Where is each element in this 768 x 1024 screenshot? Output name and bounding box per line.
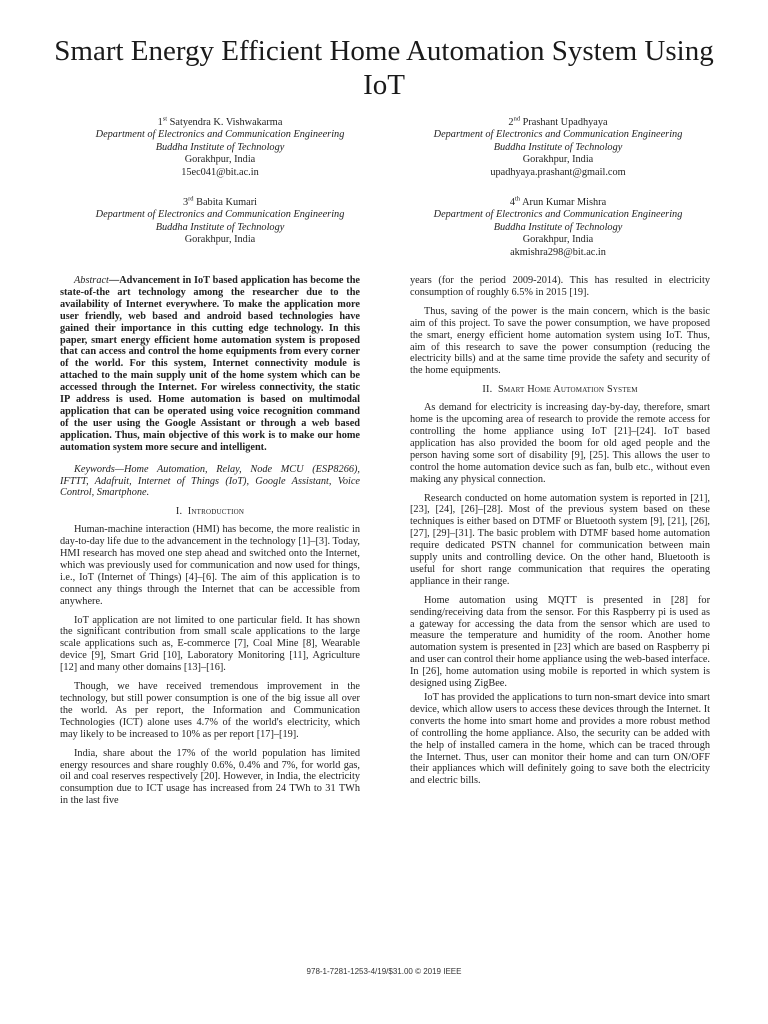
author-city: Gorakhpur, India (522, 154, 594, 166)
paragraph: IoT has provided the applications to turn non-smart device into smart device, which allow users to access these devices through the Internet. It converts the home into smart home and provides a more robust method of controlling the home appliance. Also, the security can be added with the help of installed camera in the home, which can be traced through the Internet. Thus, user can monitor their home and can turn ON/OFF their appliances which will definitely going to save both the electricity and electric bills. (410, 692, 710, 787)
paragraph: Though, we have received tremendous improvement in the technology, but still power consumption is one of the big issue all over the world. As per report, the Information and Communication Technologies (ICT) alone uses 4.7% of the world's electricity, which may likely to be increased to 10% as per report [17]–[19]. (60, 681, 360, 740)
author-name: 3rd Babita Kumari (182, 195, 258, 208)
paragraph: Home automation using MQTT is presented in [28] for sending/receiving data from the sensor. For this Raspberry pi is used as a gateway for accessing the data from the sensor which are used to measure the temperature and humidity of the room. Another home automation system is presented in [23] which are based on Raspberry pi and user can control their home appliance using the web-based interface. In [26], home automation using mobile is reported in which system is designed using ZigBee. (410, 594, 710, 690)
author-department: Department of Electronics and Communication Engineering (433, 209, 683, 221)
author-city: Gorakhpur, India (522, 234, 594, 246)
section-heading-smart-home: II. Smart Home Automation System (482, 384, 638, 396)
author-name: 4th Arun Kumar Mishra (509, 195, 607, 208)
abstract-text: —Advancement in IoT based application has become the state-of-the art technology among the researcher due to the availability of Internet everywhere. To make the application more user friendly, web based and android based technologies have gained their importance in this cutting edge technology. In this paper, smart energy efficient home automation system is proposed that can access and control the home equipments from every corner of the world. For this system, Internet connectivity module is attached to the main supply unit of the home system which can be accessed through the Internet. For wireless connectivity, the static IP address is used. Home automation is based on multimodal application that can be operated using voice recognition command of the user using the Google Assistant or through a web based application. Thus, main objective of this work is to make our home automation system more secure and intelligent. (60, 275, 360, 453)
abstract (60, 275, 360, 454)
paragraph: Human-machine interaction (HMI) has become, the more realistic in day-to-day life due to the advancement in the technology [1]–[3]. Today, HMI research has moved one step ahead and switched onto the Internet, which was previously used for communication and now used for things, i.e., IoT (Internet of Things) [4]–[6]. The aim of this application is to connect any things through the Internet that can be accessible from anywhere. (60, 524, 360, 607)
author-block-4 (408, 197, 708, 259)
keywords: Keywords—Home Automation, Relay, Node MCU (ESP8266), IFTTT, Adafruit, Internet of Things (IoT), Google Assistant, Voice Control, Smartphone. (60, 463, 360, 499)
left-column (60, 275, 360, 814)
author-email: 15ec041@bit.ac.in (181, 166, 259, 178)
copyright-footer: 978-1-7281-1253-4/19/$31.00 © 2019 IEEE (306, 967, 462, 976)
author-block-1 (70, 117, 370, 179)
author-block-2 (408, 117, 708, 179)
paragraph: IoT application are not limited to one particular field. It has shown the significant contribution from small scale applications to the large scale applications such as, E-commerce [7], Coal Mine [8], Wearable device [9], Smart Grid [10], Laboratory Monitoring [11], Agriculture [12] and many other domains [13]–[16]. (60, 614, 360, 674)
paragraph: Research conducted on home automation system is reported in [21], [23], [24], [26]–[28]. Most of the previous system based on these techniques is either based on DTMF or Bluetooth system [9], [21], [26], [27], [29]–[31]. The basic problem with DTMF based home automation require dedicated PSTN channel for communication between main supply units and controlling device. On the other hand, Bluetooth is useful for short range communication that requires the operating appliance in their range. (410, 492, 710, 587)
paragraph: Thus, saving of the power is the main concern, which is the basic aim of this project. To save the power consumption, we have proposed the smart, energy efficient home automation system using IoT. Thus, aim of this research to save the power consumption (reducing the electricity bills) and at the same time provide the safety and security of the home equipments. (410, 305, 710, 377)
author-name: 1st Satyendra K. Vishwakarma (157, 115, 283, 128)
author-institute: Buddha Institute of Technology (155, 221, 285, 233)
paragraph: India, share about the 17% of the world population has limited energy resources and share roughly 0.6%, 0.4% and 7%, for world gas, oil and coal reserves respectively [20]. However, in India, the electricity consumption due to ICT usage has increased from 24 TWh to 31 TWh in the last five (60, 747, 360, 807)
author-institute: Buddha Institute of Technology (155, 141, 285, 153)
author-city: Gorakhpur, India (184, 154, 256, 166)
author-institute: Buddha Institute of Technology (493, 141, 623, 153)
author-department: Department of Electronics and Communication Engineering (95, 129, 345, 141)
paper-title: Smart Energy Efficient Home Automation System Using IoT (54, 35, 714, 101)
author-block-3 (70, 197, 370, 247)
author-name: 2nd Prashant Upadhyaya (508, 115, 608, 128)
paragraph: As demand for electricity is increasing day-by-day, therefore, smart home is the upcoming area of research to provide the remote access for controlling the home appliance using IoT [21]–[24]. IoT based application has also provided the boom for old aged people and the person having some sort of disability [9], [25]. This allows the user to control the home automation device such as fan, bulb etc., without even making any physical connection. (410, 402, 710, 485)
section-heading-introduction: I. Introduction (175, 506, 245, 518)
author-institute: Buddha Institute of Technology (493, 221, 623, 233)
author-email: akmishra298@bit.ac.in (510, 246, 606, 258)
author-department: Department of Electronics and Communication Engineering (433, 129, 683, 141)
abstract-lead: Abstract (74, 275, 109, 286)
paragraph: years (for the period 2009-2014). This has resulted in electricity consumption of roughly 6.5% in 2015 [19]. (410, 275, 710, 298)
author-department: Department of Electronics and Communication Engineering (95, 209, 345, 221)
right-column (410, 275, 710, 794)
author-city: Gorakhpur, India (184, 234, 256, 246)
author-email: upadhyaya.prashant@gmail.com (490, 166, 626, 178)
